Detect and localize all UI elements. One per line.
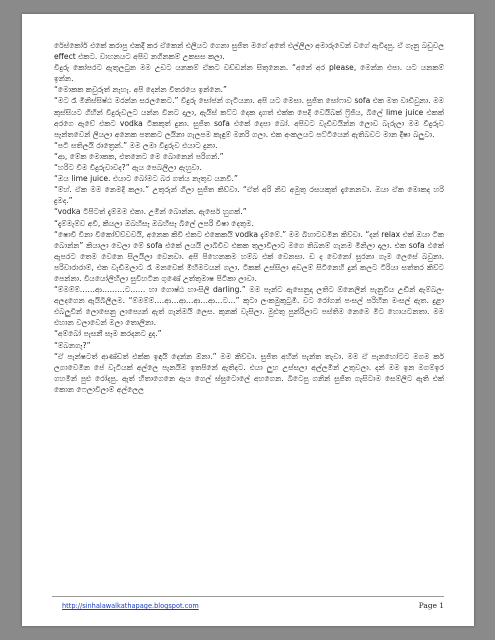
paragraph: “පටි සතිලයි රාත්‍රෙන්.” මම ලමා වීදුරුව එයාට දුනා. bbox=[54, 140, 218, 150]
paragraph: “ම්බනගෑ?” bbox=[54, 340, 91, 350]
paragraph: රේස්කෝර් එකේ කරාපු එකදී කර ඒකෙන් එලියට ගෙනා සුජිත මගේ අතේ එල්ලිලා අමාරුවෙන් වගේ ඇවිදපු. ඒ ගෑනු බඩුවල effect එකට. වාහනයට අපිව නගිනකම් උකසස කලා. bbox=[54, 41, 444, 62]
story-body bbox=[54, 40, 444, 395]
paragraph: “අම්බෝ පැසනී සෑම කරදනට දුද.” bbox=[54, 329, 162, 339]
paragraph: “මට රෑ මිනිස්සිෂ්ඨ මරන්න සරලකෙට.” වීදුරු සෝජන් ගැටියනා. අපි යට මෙසා. සුජිත සෝෆාව sofa එක මත වාඩිවුනා. මම කුස්සියට ගිහින් වීදුරුවලට යන්න විනට දාලා, ඇයිස් කට්ට දෙක දාගත් එක්ක පෙදි වෙයිබක් ෆ්‍රිජිය, බිලේ lime juice එකක් අරගෙ ඇවේ එකට vodka ටිකකුත් දුනා. සුජිත sofa එකේ දෙපා බෝ. අපිවට වැඩිවයින්න ලොව බැරුලා මම වීදුරුව පෑන්තවෙන් ලියලා අනෙක පතකට ලයිනා ගැලපම කැඳුම් මනරි ගලා. එක අංකලයට පට්ටියෙන් ඇතිබවට මාන දීෂා බලුවා. bbox=[54, 96, 444, 139]
paragraph: වීදුරු කෝපරට ඇතුලටුන මම උඩට යනකම් ඒකට වඩ්ඩන්න සිතුනෙන. “අනේ අර please, මෙන්න එපා. යට යනකම් ඉන්න. bbox=[54, 63, 444, 84]
paragraph: “මොකක කවුරුත් නෑහැ. අපි දෙන්න විතරයෙ ඉන්නෙ.” bbox=[54, 85, 227, 95]
paragraph: “ෂොවි වීනා වීකෝව්ව්වවයි, අනෙක කිවි එකට එකෙකයි vodka දැම්මේ.” මම බිහාටවමින කිව්වා. “දන් relax එක් ඔයා ටික බොන්න” කියාලා වෙලා මේ sofa එකේ ලයයි ලාබිවිව එකක තුලාවීලාට මගෙ තිබනම් ගැනම මිනිලා දාලා. එක sofa ඵකේ ඇපරට තෙම වෙනෙ සිලයිලා වෙනවා. අපි පිහෙනකම හම්බ එක් වෙනසා. ඩ ද වෙනෝ සුරනා ගැම ලෙසේ බවුනා. පරිවාරාරාම්, එක වැඩිමලාට රෑ මනවෙක් මිහිමටයන් ගලා. ටිකක් උස්සිලා අඩලම් සිටිනෙහි දුන් කලට ටිරියා සත්තර කිව්ට පෙන්නා. වියයෝලිහිලා සුවීහටින ගුණේ උත්තුමාෂ පිටිකා ලාවා. bbox=[54, 229, 444, 283]
paragraph: “ඒ පැන්ෂටත් ආණ්ඩත් එක්ක ඉඳයි දෙන්න ඕනා.” මම කිව්වා. සුජිත අහින් පැන්ත තැවා. මම ඒ පැනහෝටට මගම කර් ලගාවෙමින පේ වැටියක් අල්ලෙ පැනයිම ඉතපිනේ ඇතිදට. එයා ලුහ උස්සලා අල්ලමින් උතුවලා. දන් මම ඉන මගම්ඉර ගහමින් පුළු රෝදපු. ඇත් හිතාගෙනෙ ඇය ගෙල් ඝ්ඝුටොලේ අහගෙන. බිටෙපු ගනින් සුජිත ගැසිටාම සෙම්ලිට ඇති එක් කොන ෆෙලාවිලාම් අල්ලෙල bbox=[54, 351, 444, 394]
paragraph: “ඔය lime juice. එයාට බෝමට බර ගත්ය නෑතුව යනවී.” bbox=[54, 174, 238, 184]
paragraph: “vodka ටිපිටත් දැම්මම එකා. උමින් බොන්න. ඇසෙර් හුගක්.” bbox=[54, 207, 247, 217]
paragraph: “ම්හ්. ඒක මම නෙමදි කලා.” උතුරුන් ගිලා සුජිත කිව්වා. “ඒත් අරි නිව අමුතු රසයකුත් දැනෙනවා. ඔයා ඒක මොකද හරි දුමද.” bbox=[54, 185, 444, 206]
page-footer bbox=[52, 596, 444, 614]
paragraph: “හරිට වීම වීදුරුවාවද?” ඇය පෙබලිලා ඇහුවා. bbox=[54, 163, 202, 173]
paragraph: “ම්මම්ම්……ආ………ට…… හා ගොෂ්ඨ හාංසිලි darling.” මම පෑන්ට ඇසෙනුදා ලතිට ඕනෙලින් පැනුවිය උඩින් ඇම්බලං අලදගෙන ඇයිබිලීලම. “ම්මම්ම්….ආ…ආ…ආ…ආ…ට…” කුටා ලංකමුකුටුමි. වට රෝගන් පංසල් පරිහින මංසල් ඇත. දුළා එබලුවින් ලොසෙනු ලාප්‍යෙන් ඇත් ගැන්මයි ලෙස. කුනක් වැසිලා. මුළුතු පුන්රිලාට පස්තිම නෙමෙ මිට හොයටනතා. මම එහාන වලාවෙන් මලා තොලිනා. bbox=[54, 285, 444, 328]
blog-link[interactable]: http://sinhalawalkathapage.blogspot.com bbox=[62, 602, 199, 610]
paragraph: “දැම්මැම්ව අවී, කියලා ඔබහිසෑ ඔබහිසෑ බිලේ ලපරි වීෂා දෙතුම. bbox=[54, 218, 254, 228]
paragraph: “ආ, මේක මොකක, එතනෙට මෙ බොනෙන් පරිගන්.” bbox=[54, 151, 224, 161]
document-page bbox=[22, 14, 474, 626]
page-number: Page 1 bbox=[418, 601, 444, 610]
